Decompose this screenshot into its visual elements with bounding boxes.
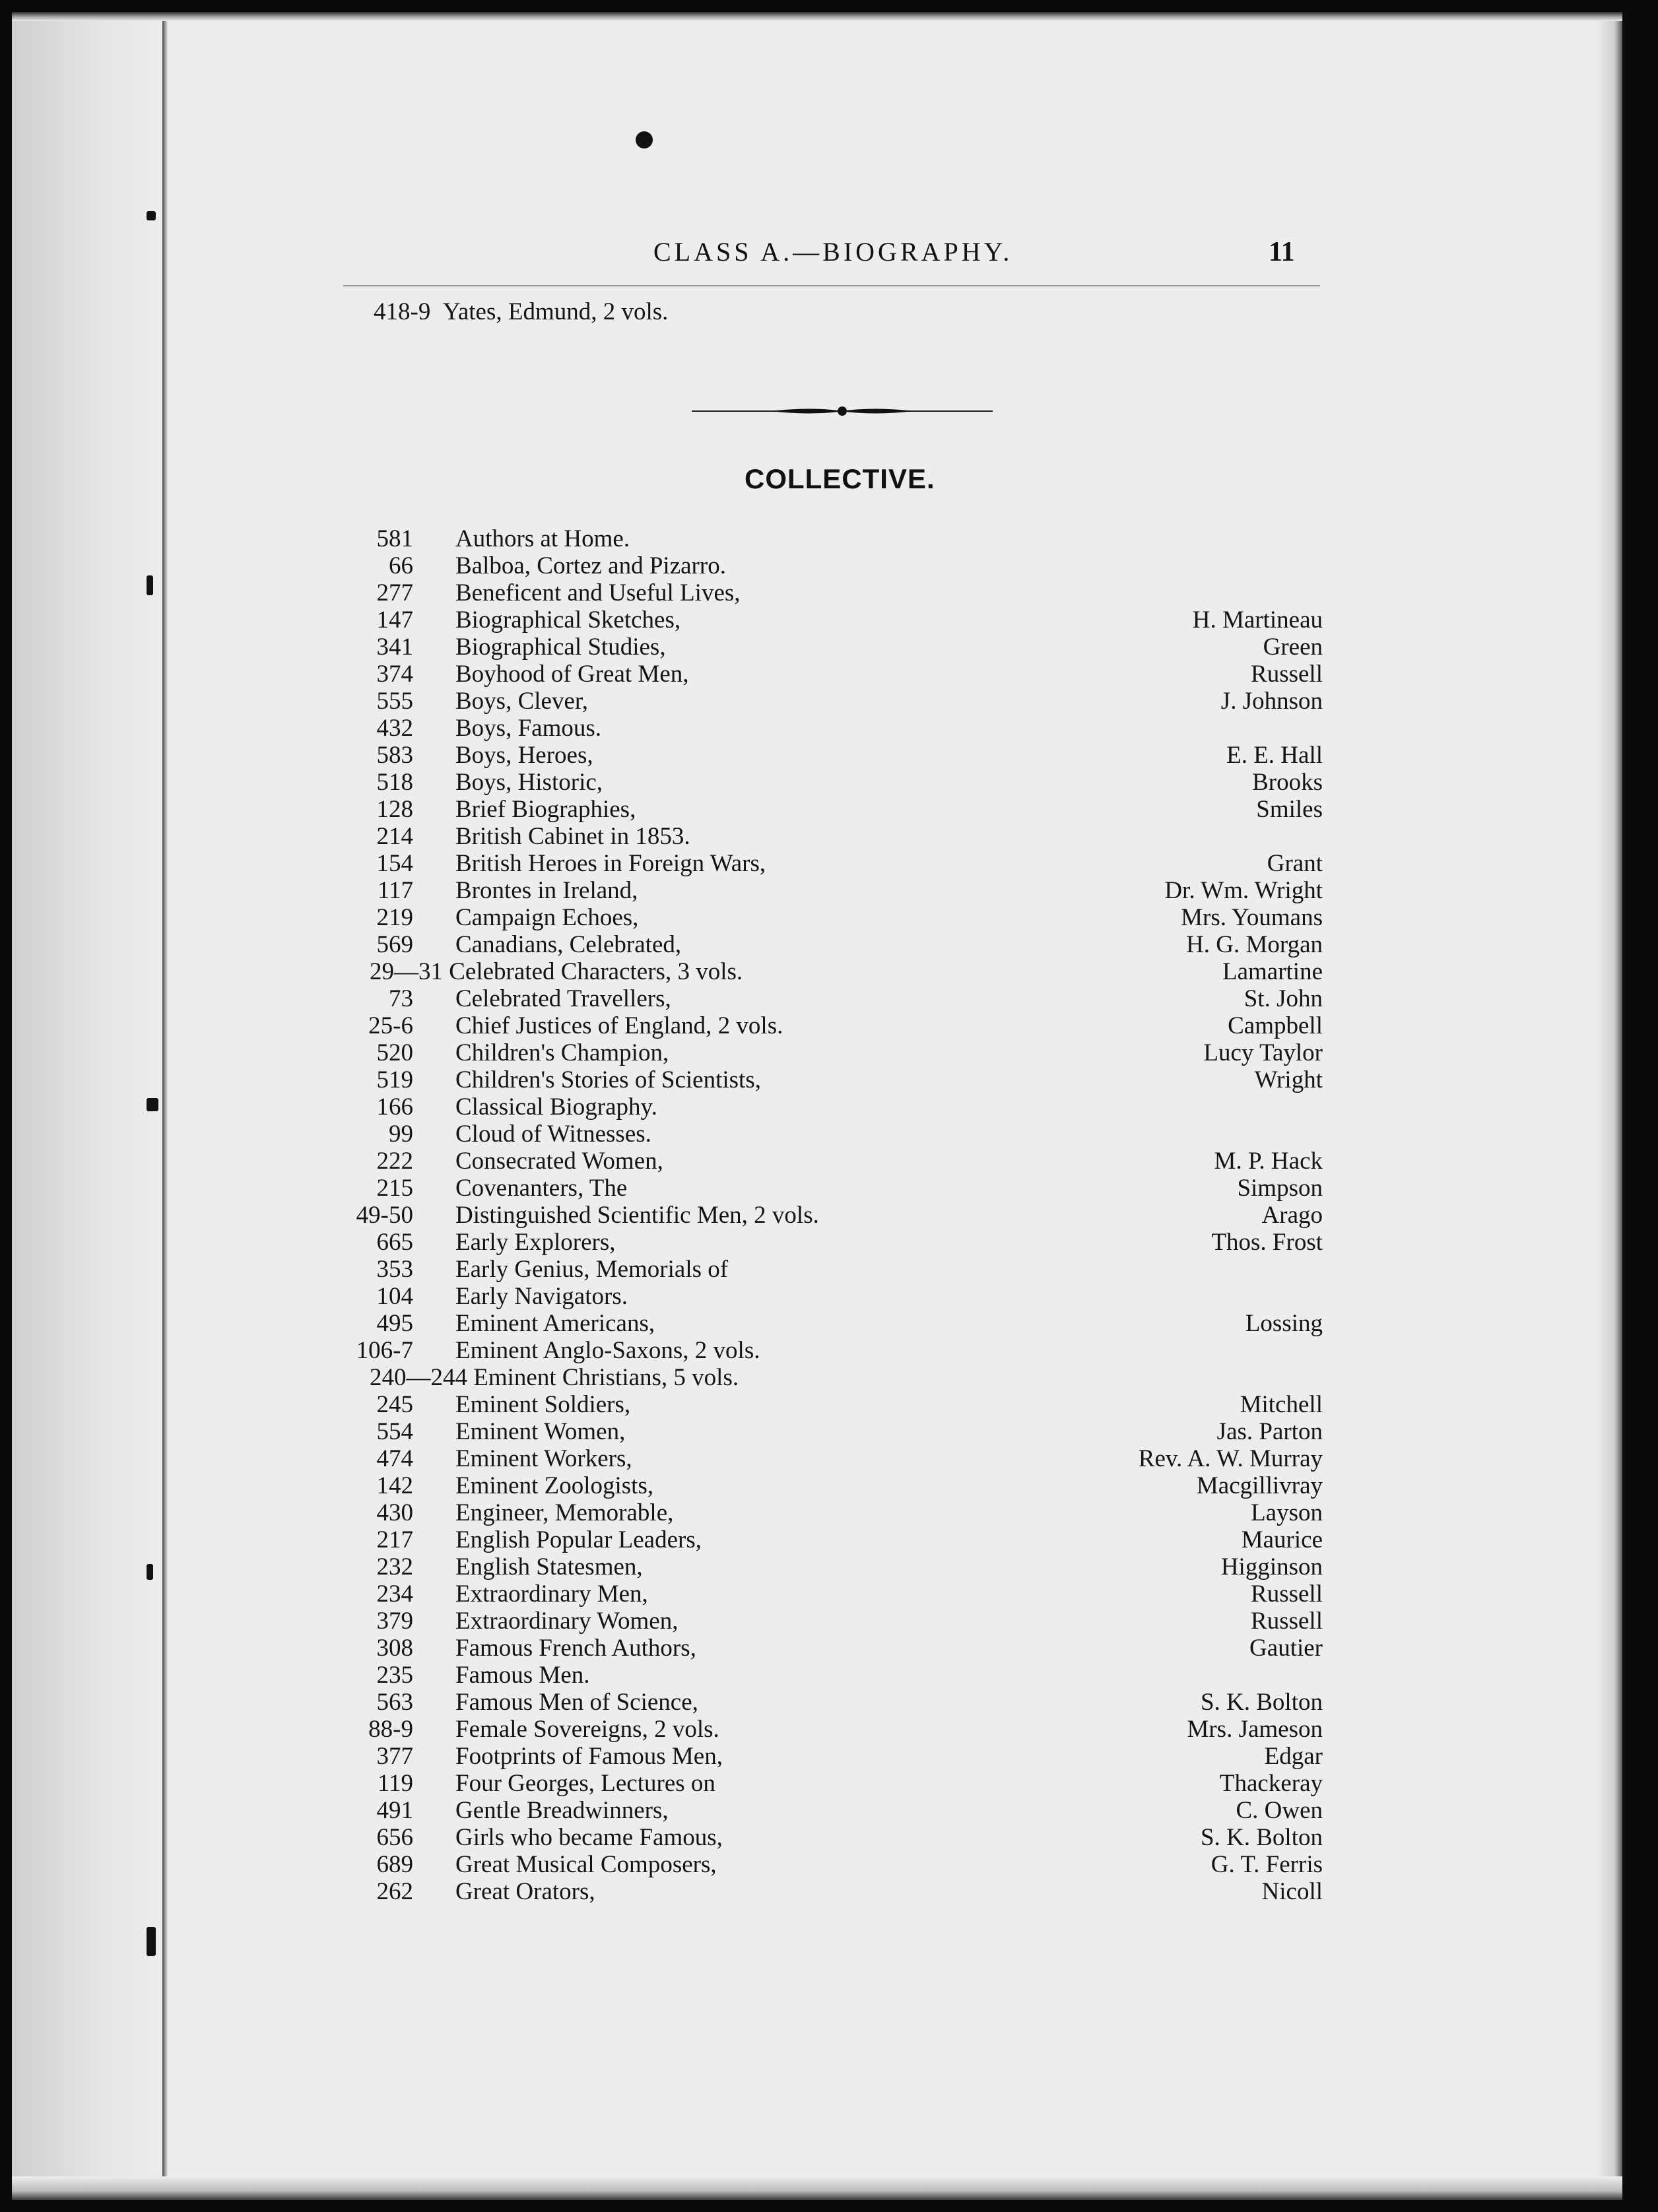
entry-title: Balboa, Cortez and Pizarro. xyxy=(455,552,726,579)
entry-title: Gentle Breadwinners, xyxy=(455,1797,669,1824)
entry-number: 245 xyxy=(376,1391,413,1418)
list-item xyxy=(0,579,1658,606)
entry-number: 353 xyxy=(376,1256,413,1283)
list-item xyxy=(0,931,1658,958)
entry-number: 432 xyxy=(376,715,413,742)
entry-author: Arago xyxy=(1261,1202,1323,1229)
entry-title: British Cabinet in 1853. xyxy=(455,823,690,850)
entry-author: H. G. Morgan xyxy=(1186,931,1323,958)
entry-author: Smiles xyxy=(1256,796,1323,823)
entry-title: Canadians, Celebrated, xyxy=(455,931,682,958)
entry-number: 154 xyxy=(376,850,413,877)
entry-title: Footprints of Famous Men, xyxy=(455,1743,723,1770)
entry-number: 217 xyxy=(376,1526,413,1553)
entry-author: Rev. A. W. Murray xyxy=(1138,1445,1323,1472)
entry-title: English Popular Leaders, xyxy=(455,1526,702,1553)
entry-author: H. Martineau xyxy=(1192,606,1323,634)
entry-number: 377 xyxy=(376,1743,413,1770)
section-title: COLLECTIVE. xyxy=(745,463,935,494)
entry-number: 554 xyxy=(376,1418,413,1445)
entry-title: Female Sovereigns, 2 vols. xyxy=(455,1716,719,1743)
entry-number: 430 xyxy=(376,1499,413,1526)
list-item xyxy=(0,634,1658,661)
binding-mark xyxy=(147,211,156,220)
entry-title: Boys, Famous. xyxy=(455,715,602,742)
list-item xyxy=(0,1689,1658,1716)
entry-title: Brief Biographies, xyxy=(455,796,636,823)
entry-number: 214 xyxy=(376,823,413,850)
entry-author: Mrs. Jameson xyxy=(1187,1716,1323,1743)
list-item xyxy=(0,1553,1658,1580)
page-number: 11 xyxy=(1269,237,1295,267)
list-item xyxy=(0,850,1658,877)
entry-number: 583 xyxy=(376,742,413,769)
list-item xyxy=(0,1797,1658,1824)
entry-title: Early Genius, Memorials of xyxy=(455,1256,729,1283)
list-item xyxy=(0,823,1658,850)
entry-title: Boys, Historic, xyxy=(455,769,603,796)
entry-title: Chief Justices of England, 2 vols. xyxy=(455,1012,783,1039)
entry-number: 374 xyxy=(376,661,413,688)
entry-title: Campaign Echoes, xyxy=(455,904,639,931)
entry-title: Famous French Authors, xyxy=(455,1635,696,1662)
entry-author: Lossing xyxy=(1245,1310,1323,1337)
list-item xyxy=(0,769,1658,796)
entry-title: Classical Biography. xyxy=(455,1093,657,1121)
entry-title: Famous Men. xyxy=(455,1662,590,1689)
entry-number: 106-7 xyxy=(356,1337,413,1364)
entry-number: 234 xyxy=(376,1580,413,1608)
entry-number: 29—31 xyxy=(370,958,443,985)
entry-number: 379 xyxy=(376,1608,413,1635)
entry-title: Eminent Soldiers, xyxy=(455,1391,631,1418)
entry-title: Famous Men of Science, xyxy=(455,1689,698,1716)
entry-author: Maurice xyxy=(1241,1526,1323,1553)
entry-number: 147 xyxy=(376,606,413,634)
entry-number: 219 xyxy=(376,904,413,931)
list-item xyxy=(0,1093,1658,1121)
entry-number: 117 xyxy=(377,877,413,904)
entry-author: Mrs. Youmans xyxy=(1181,904,1323,931)
entry-author: Lucy Taylor xyxy=(1203,1039,1323,1066)
list-item xyxy=(0,1499,1658,1526)
entry-number: 569 xyxy=(376,931,413,958)
entry-title: Beneficent and Useful Lives, xyxy=(455,579,741,606)
entry-number: 341 xyxy=(376,634,413,661)
entry-number: 656 xyxy=(376,1824,413,1851)
entry-title: Consecrated Women, xyxy=(455,1148,663,1175)
entry-author: Edgar xyxy=(1264,1743,1323,1770)
entry-author: G. T. Ferris xyxy=(1210,1851,1323,1878)
entry-author: Russell xyxy=(1251,661,1323,688)
entry-author: J. Johnson xyxy=(1220,688,1323,715)
entry-author: C. Owen xyxy=(1236,1797,1323,1824)
entry-title: Distinguished Scientific Men, 2 vols. xyxy=(455,1202,819,1229)
entry-title: Boys, Clever, xyxy=(455,688,588,715)
entry-title: Extraordinary Women, xyxy=(455,1608,679,1635)
entry-number: 128 xyxy=(376,796,413,823)
entry-number: 308 xyxy=(376,1635,413,1662)
entry-title: Eminent Zoologists, xyxy=(455,1472,654,1499)
entry-author: Russell xyxy=(1251,1608,1323,1635)
list-item xyxy=(0,1526,1658,1553)
entry-title: Great Musical Composers, xyxy=(455,1851,717,1878)
entry-number: 73 xyxy=(389,985,413,1012)
entry-number: 689 xyxy=(376,1851,413,1878)
entry-number: 235 xyxy=(376,1662,413,1689)
entry-title: Children's Champion, xyxy=(455,1039,669,1066)
list-item xyxy=(0,1256,1658,1283)
entry-number: 665 xyxy=(376,1229,413,1256)
entry-author: Campbell xyxy=(1228,1012,1323,1039)
entry-author: M. P. Hack xyxy=(1214,1148,1323,1175)
running-head: CLASS A.—BIOGRAPHY. xyxy=(653,237,1013,267)
list-item xyxy=(0,1580,1658,1608)
entry-author: Green xyxy=(1263,634,1323,661)
list-item xyxy=(0,877,1658,904)
entry-number: 49-50 xyxy=(356,1202,413,1229)
entry-title: Celebrated Characters, 3 vols. xyxy=(449,958,743,985)
entry-title: Children's Stories of Scientists, xyxy=(455,1066,761,1093)
entry-author: Russell xyxy=(1251,1580,1323,1608)
entry-author: Jas. Parton xyxy=(1216,1418,1323,1445)
entry-author: Higginson xyxy=(1220,1553,1323,1580)
entry-number: 240—244 xyxy=(370,1364,467,1391)
list-item xyxy=(0,796,1658,823)
entry-number: 418-9 xyxy=(374,298,431,325)
list-item xyxy=(0,1635,1658,1662)
entry-title: English Statesmen, xyxy=(455,1553,643,1580)
list-item xyxy=(0,958,1658,985)
entry-number: 262 xyxy=(376,1878,413,1905)
list-item xyxy=(0,688,1658,715)
entry-title: Boys, Heroes, xyxy=(455,742,593,769)
binding-mark xyxy=(147,1927,156,1956)
entry-number: 215 xyxy=(376,1175,413,1202)
entry-number: 520 xyxy=(376,1039,413,1066)
page-bottom-edge xyxy=(12,2176,1622,2200)
entry-title: Biographical Sketches, xyxy=(455,606,681,634)
header-rule xyxy=(343,285,1320,286)
list-item xyxy=(0,1039,1658,1066)
entry-author: Simpson xyxy=(1237,1175,1323,1202)
entry-title: Early Navigators. xyxy=(455,1283,628,1310)
entry-author: Gautier xyxy=(1249,1635,1323,1662)
printer-dot xyxy=(636,131,653,148)
entry-title: Early Explorers, xyxy=(455,1229,616,1256)
entry-title: Boyhood of Great Men, xyxy=(455,661,689,688)
entry-number: 88-9 xyxy=(368,1716,413,1743)
entry-title: Eminent Workers, xyxy=(455,1445,632,1472)
list-item xyxy=(0,1770,1658,1797)
entry-author: E. E. Hall xyxy=(1226,742,1323,769)
entry-title: Extraordinary Men, xyxy=(455,1580,648,1608)
entry-number: 563 xyxy=(376,1689,413,1716)
entry-title: Covenanters, The xyxy=(455,1175,628,1202)
entry-number: 555 xyxy=(376,688,413,715)
list-item xyxy=(0,1066,1658,1093)
entry-title: Cloud of Witnesses. xyxy=(455,1121,651,1148)
entry-number: 491 xyxy=(376,1797,413,1824)
entry-number: 519 xyxy=(376,1066,413,1093)
list-item xyxy=(0,1445,1658,1472)
entry-author: Wright xyxy=(1254,1066,1323,1093)
entry-title: Engineer, Memorable, xyxy=(455,1499,674,1526)
list-item xyxy=(0,1878,1658,1905)
list-item xyxy=(0,1472,1658,1499)
list-item xyxy=(0,1716,1658,1743)
entry-number: 25-6 xyxy=(368,1012,413,1039)
list-item xyxy=(0,1364,1658,1391)
entry-number: 232 xyxy=(376,1553,413,1580)
entry-number: 166 xyxy=(376,1093,413,1121)
entry-author: St. John xyxy=(1244,985,1323,1012)
entry-title: Yates, Edmund, 2 vols. xyxy=(442,298,669,325)
entry-author: Mitchell xyxy=(1240,1391,1323,1418)
list-item xyxy=(0,904,1658,931)
list-item xyxy=(0,1743,1658,1770)
entry-title: Eminent Women, xyxy=(455,1418,626,1445)
list-item xyxy=(0,1202,1658,1229)
entry-number-title xyxy=(370,958,743,985)
list-item xyxy=(0,1337,1658,1364)
list-item xyxy=(0,1175,1658,1202)
entry-author: Thos. Frost xyxy=(1211,1229,1323,1256)
carry-over-entry xyxy=(374,298,668,325)
list-item xyxy=(0,1229,1658,1256)
list-item xyxy=(0,1121,1658,1148)
ornament-divider xyxy=(692,401,993,421)
entry-number: 142 xyxy=(376,1472,413,1499)
list-item xyxy=(0,985,1658,1012)
entry-author: Brooks xyxy=(1252,769,1323,796)
entry-number: 277 xyxy=(376,579,413,606)
entry-author: Lamartine xyxy=(1222,958,1323,985)
list-item xyxy=(0,1418,1658,1445)
list-item xyxy=(0,525,1658,552)
entry-author: Macgillivray xyxy=(1196,1472,1323,1499)
entry-author: Grant xyxy=(1267,850,1323,877)
list-item xyxy=(0,715,1658,742)
entry-author: Nicoll xyxy=(1261,1878,1323,1905)
list-item xyxy=(0,1310,1658,1337)
entry-title: Celebrated Travellers, xyxy=(455,985,671,1012)
entry-author: Layson xyxy=(1251,1499,1323,1526)
entry-number: 495 xyxy=(376,1310,413,1337)
entry-title: Eminent Christians, 5 vols. xyxy=(473,1364,739,1391)
entry-title: British Heroes in Foreign Wars, xyxy=(455,850,766,877)
list-item xyxy=(0,742,1658,769)
entry-title: Authors at Home. xyxy=(455,525,630,552)
list-item xyxy=(0,1824,1658,1851)
entry-title: Four Georges, Lectures on xyxy=(455,1770,715,1797)
entry-author: Dr. Wm. Wright xyxy=(1164,877,1323,904)
page-top-edge xyxy=(12,12,1622,21)
entry-number: 104 xyxy=(376,1283,413,1310)
list-item xyxy=(0,1012,1658,1039)
entry-number: 99 xyxy=(389,1121,413,1148)
entry-number: 119 xyxy=(377,1770,413,1797)
list-item xyxy=(0,1148,1658,1175)
list-item xyxy=(0,1391,1658,1418)
entry-number: 518 xyxy=(376,769,413,796)
entry-title: Eminent Americans, xyxy=(455,1310,655,1337)
list-item xyxy=(0,661,1658,688)
entry-number: 581 xyxy=(376,525,413,552)
list-item xyxy=(0,1662,1658,1689)
entry-author: S. K. Bolton xyxy=(1200,1824,1323,1851)
entry-number-title xyxy=(370,1364,739,1391)
entry-number: 474 xyxy=(376,1445,413,1472)
entry-author: S. K. Bolton xyxy=(1200,1689,1323,1716)
entry-title: Great Orators, xyxy=(455,1878,595,1905)
list-item xyxy=(0,1608,1658,1635)
list-item xyxy=(0,1283,1658,1310)
entry-title: Brontes in Ireland, xyxy=(455,877,638,904)
entry-author: Thackeray xyxy=(1219,1770,1323,1797)
list-item xyxy=(0,606,1658,634)
entry-number: 66 xyxy=(389,552,413,579)
entry-title: Girls who became Famous, xyxy=(455,1824,723,1851)
list-item xyxy=(0,1851,1658,1878)
list-item xyxy=(0,552,1658,579)
entry-number: 222 xyxy=(376,1148,413,1175)
entry-title: Eminent Anglo-Saxons, 2 vols. xyxy=(455,1337,760,1364)
entry-title: Biographical Studies, xyxy=(455,634,666,661)
